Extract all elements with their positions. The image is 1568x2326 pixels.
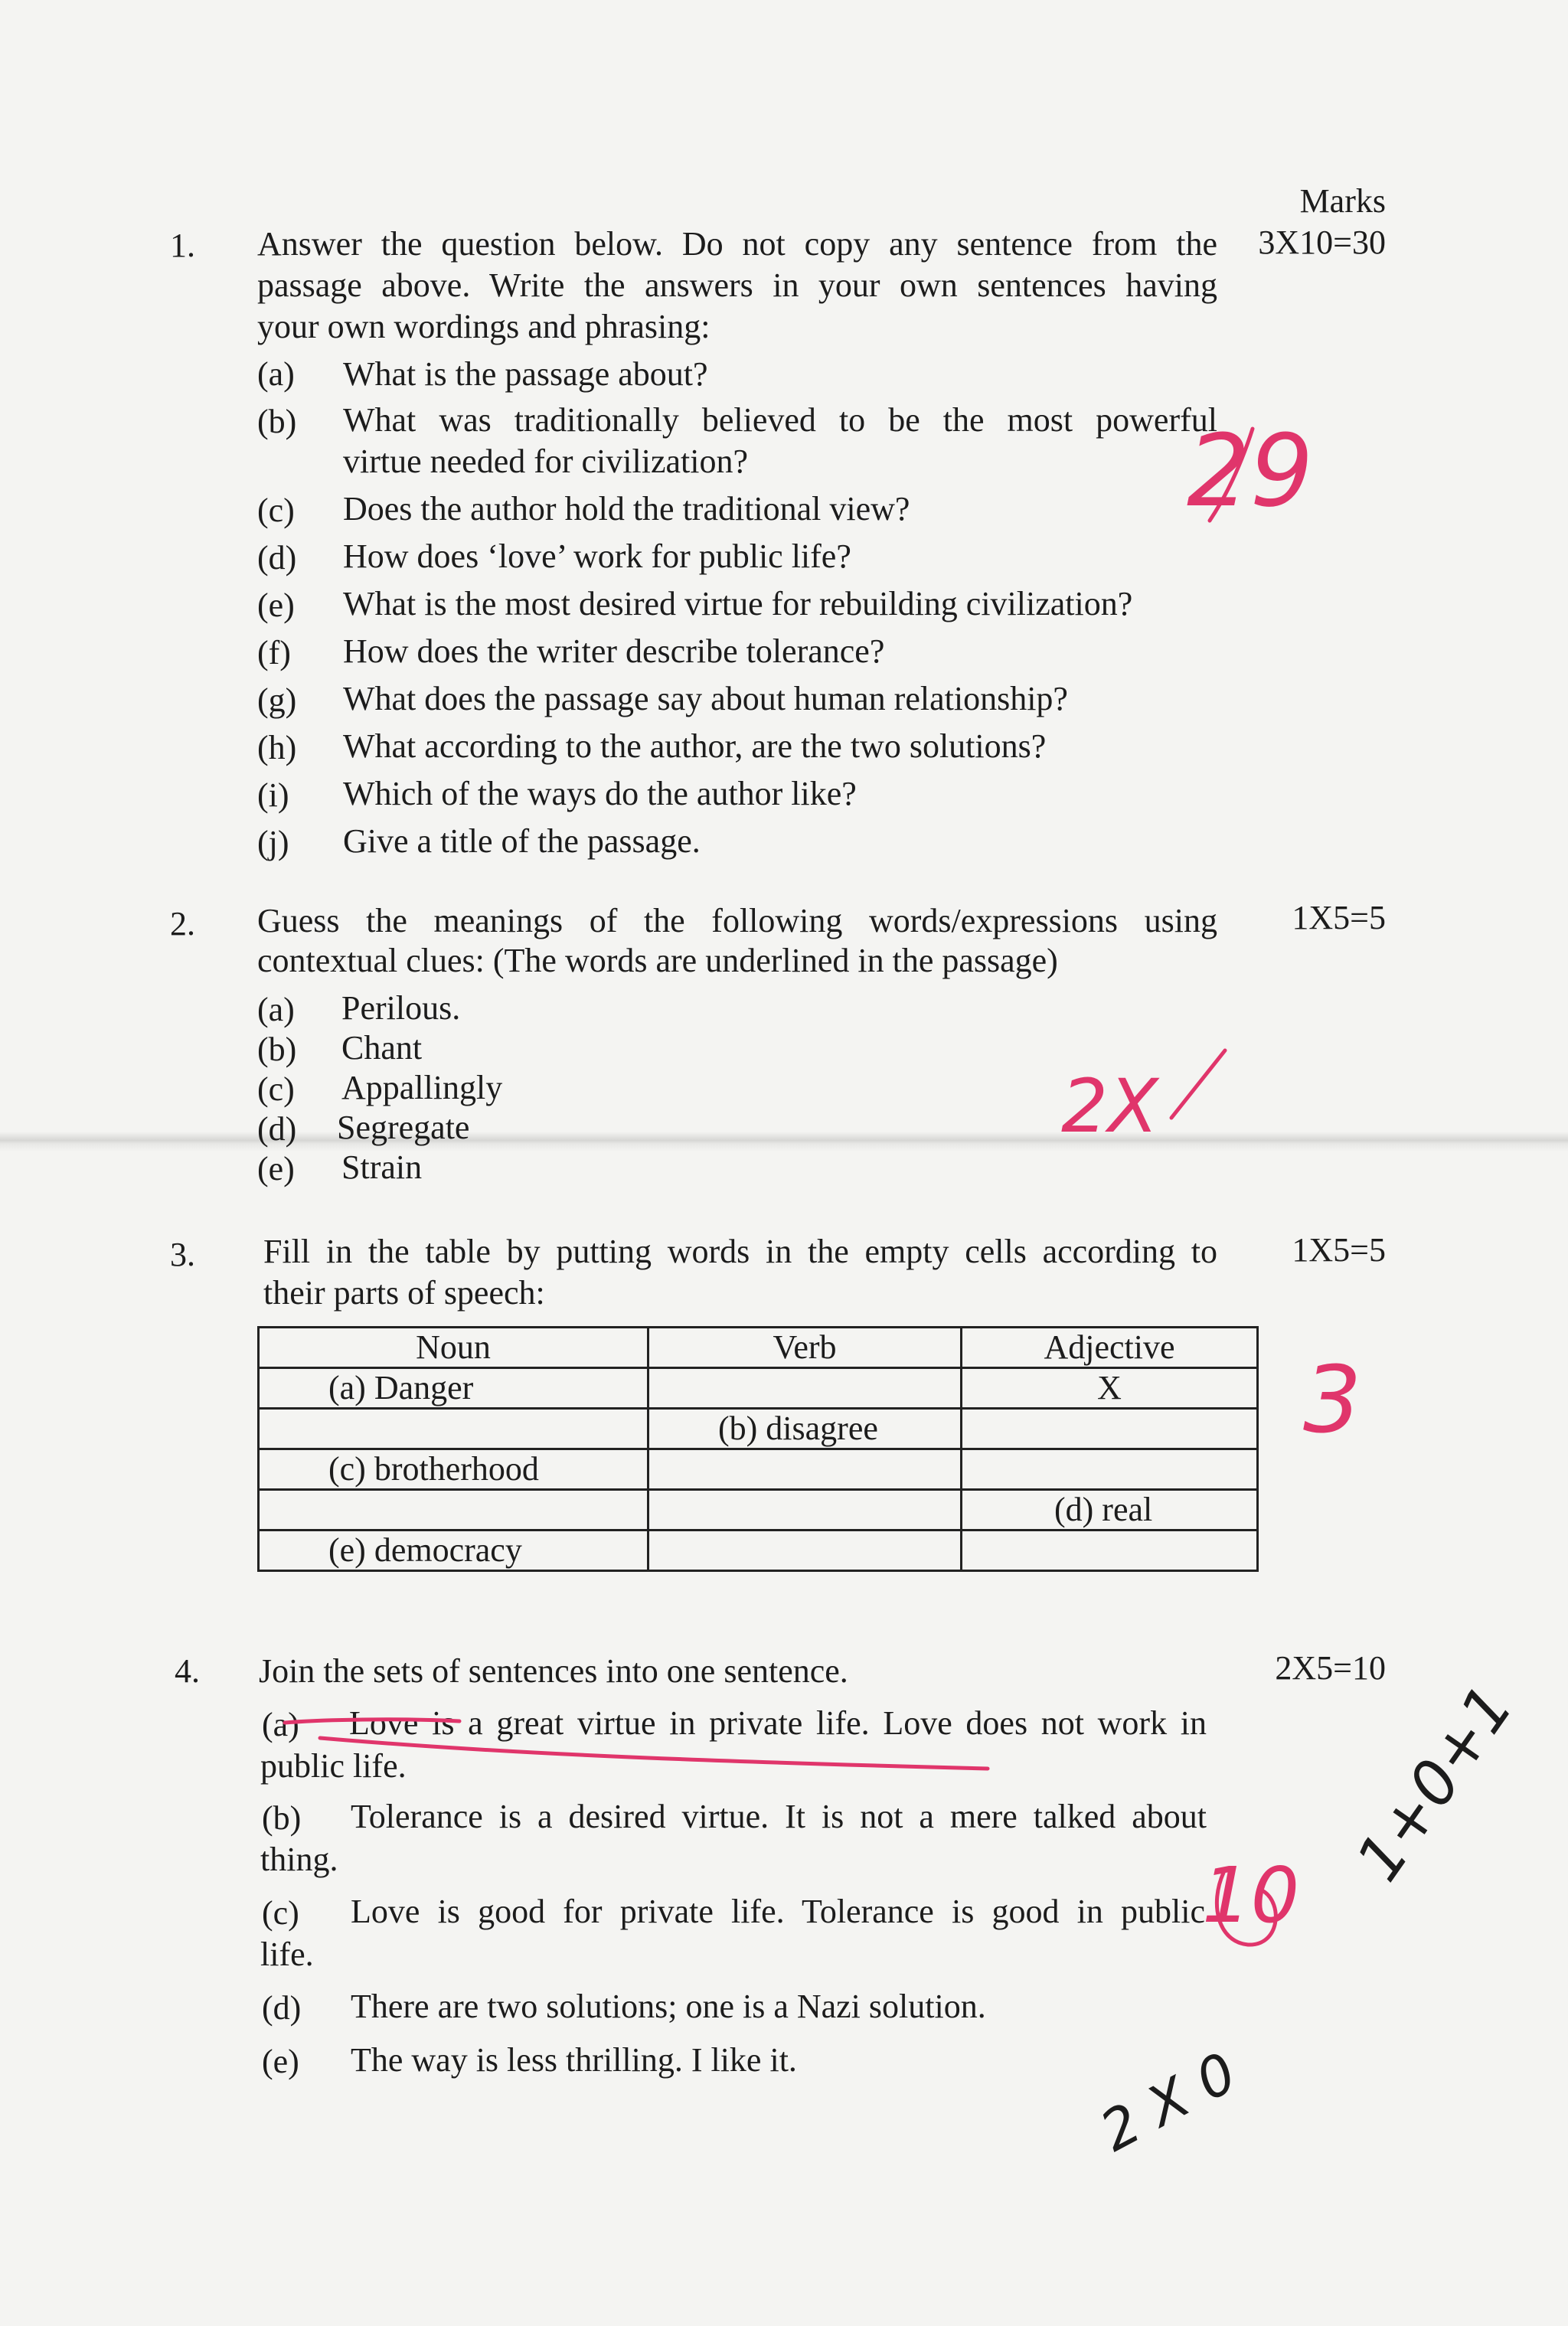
q2-mark-annotation: 2X [1061,1063,1158,1149]
q4-item-label: (d) [262,1989,302,2027]
table-cell [962,1409,1258,1449]
table-cell [648,1531,962,1571]
q4-item-line: Love is good for private life. Tolerance is good in public [351,1893,1205,1930]
q2-item-label: (b) [257,1031,297,1068]
q3-instruction-line: Fill in the table by putting words in the empty cells according to [263,1233,1217,1270]
q1-marks: 3X10=30 [1258,224,1386,261]
q3-instruction-line: their parts of speech: [263,1274,545,1312]
q1-item-text: What is the most desired virtue for rebuilding civilization? [343,585,1133,622]
q2-tick-stroke [1171,1050,1225,1118]
q3-marks: 1X5=5 [1292,1231,1386,1269]
q1-item-label: (b) [257,403,297,440]
q1-item-text: Which of the ways do the author like? [343,775,857,812]
q1-item-text: What is the passage about? [343,355,708,393]
q1-item-text: What does the passage say about human relationship? [343,680,1068,717]
marks-header: Marks [1299,182,1386,220]
q1-score-annotation: 29 [1187,413,1314,529]
q1-number: 1. [170,227,195,264]
q4-bottom-note: 2 X 0 [1089,2040,1247,2164]
paper-fold-crease [0,1132,1568,1152]
q1-item-label: (g) [257,681,297,719]
q4-instruction: Join the sets of sentences into one sentence. [259,1652,848,1690]
q4-item-label: (b) [262,1799,302,1837]
q1-item-text: What according to the author, are the two solutions? [343,727,1047,765]
q4-marks: 2X5=10 [1275,1649,1386,1687]
q4-item-line: Tolerance is a desired virtue. It is not a mere talked about [351,1798,1207,1835]
q1-item-label: (c) [257,492,295,529]
table-cell [962,1449,1258,1490]
table-cell: (d) real [962,1490,1258,1531]
q2-item-text: Perilous. [341,989,461,1027]
table-row [259,1368,1258,1409]
q2-number: 2. [170,905,195,942]
table-cell [648,1449,962,1490]
table-cell [648,1490,962,1531]
table-cell: (a) Danger [259,1368,648,1409]
q2-item-label: (c) [257,1070,295,1108]
q4-score-annotation: 10 [1202,1851,1300,1940]
q4-item-label: (c) [262,1894,299,1932]
q4-item-line: There are two solutions; one is a Nazi solution. [351,1988,986,2025]
q1-item-text: How does the writer describe tolerance? [343,632,885,670]
q1-item-label: (d) [257,539,297,577]
table-cell: (b) disagree [648,1409,962,1449]
q1-item-label: (h) [257,729,297,766]
table-header-noun: Noun [259,1328,648,1368]
q4-item-line: public life. [260,1747,407,1785]
q4-number: 4. [175,1652,200,1690]
q3-number: 3. [170,1236,195,1273]
q1-item-label: (j) [257,824,289,861]
table-row [259,1531,1258,1571]
q1-score-circle-hint [1210,429,1253,521]
q2-item-text: Chant [341,1029,423,1067]
table-cell [259,1409,648,1449]
q2-item-text: Appallingly [341,1069,503,1106]
q1-instruction-line: your own wordings and phrasing: [257,308,710,345]
q2-instruction-line: Guess the meanings of the following words/expressions using [257,902,1217,939]
q1-item-label: (i) [257,776,289,814]
parts-of-speech-table [257,1326,1259,1572]
table-cell [259,1490,648,1531]
q2-item-label: (e) [257,1150,295,1188]
table-header-verb: Verb [648,1328,962,1368]
q2-item-label: (a) [257,991,295,1028]
q1-item-text: virtue needed for civilization? [343,443,748,480]
q1-item-text: How does ‘love’ work for public life? [343,537,851,575]
q4-score-circle [1217,1873,1276,1945]
q4-item-line: Love is a great virtue in private life. Love does not work in [349,1704,1207,1742]
q1-item-label: (a) [257,355,295,393]
q2-item-text: Segregate [337,1109,470,1146]
table-cell [962,1531,1258,1571]
q4-side-note: 1+0+1 [1342,1672,1527,1894]
q1-item-text: Does the author hold the traditional view? [343,490,910,528]
q1-item-text: Give a title of the passage. [343,822,701,860]
q1-item-text: What was traditionally believed to be the most powerful [343,401,1217,439]
q4-item-line: life. [260,1936,314,1973]
q3-score-annotation: 3 [1303,1348,1362,1454]
q1-instruction-line: Answer the question below. Do not copy any sentence from the [257,225,1217,263]
q4-item-label: (e) [262,2043,299,2080]
table-row [259,1449,1258,1490]
q2-item-text: Strain [341,1148,423,1186]
table-cell: X [962,1368,1258,1409]
table-cell: (e) democracy [259,1531,648,1571]
table-header-adjective: Adjective [962,1328,1258,1368]
q1-item-label: (f) [257,634,291,671]
table-cell [648,1368,962,1409]
q2-item-label: (d) [257,1110,297,1148]
table-cell: (c) brotherhood [259,1449,648,1490]
q4-item-line: The way is less thrilling. I like it. [351,2041,797,2079]
table-header-row [259,1328,1258,1368]
q2-marks: 1X5=5 [1292,899,1386,936]
q2-instruction-line: contextual clues: (The words are underlined in the passage) [257,942,1058,979]
table-row [259,1490,1258,1531]
q4-item-label: (a) [262,1706,299,1743]
q1-item-label: (e) [257,586,295,624]
q4-item-line: thing. [260,1841,338,1878]
q1-instruction-line: passage above. Write the answers in your own sentences having [257,266,1217,304]
table-row [259,1409,1258,1449]
